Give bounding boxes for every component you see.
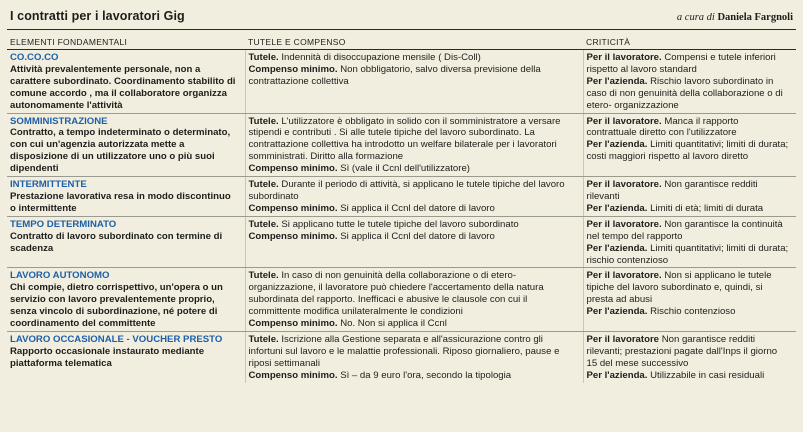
lavoratore-label: Per il lavoratore. bbox=[586, 218, 662, 230]
lavoratore-label: Per il lavoratore. bbox=[586, 115, 662, 127]
azienda-value: Utilizzabile in casi residuali bbox=[650, 369, 765, 381]
azienda-text bbox=[587, 203, 791, 215]
azienda-value: Limiti di età; limiti di durata bbox=[650, 202, 764, 214]
cell-tutele bbox=[245, 177, 583, 217]
lavoratore-value: Compensi e tutele inferiori rispetto al lavoro standard bbox=[586, 52, 776, 75]
contract-type-description: Chi compie, dietro corrispettivo, un'opera o un servizio con lavoro prevalentemente proprio, senza vincolo di subordinazione, né potere di coordinamento del committente bbox=[10, 282, 223, 330]
compenso-value: Si applica il Ccnl del datore di lavoro bbox=[340, 230, 495, 242]
cell-elementi bbox=[7, 268, 245, 332]
contract-type-title: LAVORO OCCASIONALE - VOUCHER PRESTO bbox=[10, 333, 223, 345]
contract-type-description: Attività prevalentemente personale, non a carattere subordinato. Coordinamento stabilito di comune accordo , ma il collaboratore organizza autonomamente l'attività bbox=[10, 63, 236, 111]
lavoratore-value: Non garantisce redditi rilevanti bbox=[586, 179, 758, 202]
azienda-label: Per l'azienda. bbox=[586, 139, 648, 151]
contract-type-title: LAVORO AUTONOMO bbox=[10, 270, 110, 282]
compenso-text bbox=[249, 231, 577, 243]
tutele-label: Tutele. bbox=[248, 218, 279, 230]
compenso-text bbox=[249, 163, 577, 175]
credit bbox=[677, 12, 793, 23]
table-body bbox=[7, 50, 796, 383]
cell-elementi bbox=[7, 177, 245, 217]
azienda-text bbox=[587, 76, 791, 112]
tutele-value: Si applicano tutte le tutele tipiche del lavoro subordinato bbox=[281, 218, 519, 230]
compenso-text bbox=[249, 318, 577, 330]
lavoratore-label: Per il lavoratore. bbox=[586, 179, 662, 191]
compenso-value: Si applica il Ccnl del datore di lavoro bbox=[340, 202, 495, 214]
lavoratore-value: Non si applicano le tutele tipiche del lavoro subordinato e, quindi, si presta ad abusi bbox=[586, 270, 772, 306]
azienda-label: Per l'azienda. bbox=[586, 75, 648, 87]
table-row bbox=[7, 50, 796, 114]
compenso-text bbox=[249, 64, 577, 88]
cell-criticita bbox=[583, 177, 796, 217]
lavoratore-label: Per il lavoratore. bbox=[586, 270, 662, 282]
cell-criticita bbox=[583, 50, 796, 114]
table-row bbox=[7, 268, 796, 332]
contract-type-description: Contratto di lavoro subordinato con termine di scadenza bbox=[10, 230, 223, 254]
compenso-text bbox=[249, 370, 577, 382]
compenso-text bbox=[249, 203, 577, 215]
azienda-text bbox=[587, 139, 791, 163]
tutele-label: Tutele. bbox=[248, 52, 279, 63]
tutele-text bbox=[249, 116, 577, 164]
compenso-label: Compenso minimo. bbox=[248, 163, 338, 175]
cell-criticita bbox=[583, 216, 796, 268]
column-header-tutele: TUTELE E COMPENSO bbox=[245, 30, 583, 50]
lavoratore-text bbox=[587, 270, 791, 306]
table-row bbox=[7, 177, 796, 217]
lavoratore-text bbox=[587, 52, 791, 76]
header bbox=[7, 0, 796, 30]
azienda-label: Per l'azienda. bbox=[586, 242, 648, 254]
column-header-criticita: CRITICITÀ bbox=[583, 30, 796, 50]
lavoratore-text bbox=[587, 219, 791, 243]
cell-elementi bbox=[7, 216, 245, 268]
azienda-label: Per l'azienda. bbox=[586, 369, 648, 381]
page-title: I contratti per i lavoratori Gig bbox=[10, 9, 185, 23]
tutele-value: In caso di non genuinità della collaborazione o di etero-organizzazione, il lavoratore può chiedere l'accertamento della natura subordinata del rapporto. Inefficaci e abusive le clausole con cui il committente modifica unilateralmente le condizioni bbox=[248, 270, 544, 318]
tutele-value: Iscrizione alla Gestione separata e all'assicurazione contro gli infortuni sul lavoro e le malattie professionali. Riposo giornaliero, pause e riposi settimanali bbox=[248, 333, 560, 369]
cell-tutele bbox=[245, 268, 583, 332]
tutele-text bbox=[249, 179, 577, 203]
cell-tutele bbox=[245, 216, 583, 268]
contract-type-description: Contratto, a tempo indeterminato o determinato, con cui un'agenzia autorizzata mette a disposizione di un utilizzatore uno o più suoi dipendenti bbox=[10, 127, 231, 175]
cell-elementi bbox=[7, 50, 245, 114]
lavoratore-text bbox=[587, 179, 791, 203]
cell-criticita bbox=[583, 113, 796, 177]
compenso-label: Compenso minimo. bbox=[248, 369, 338, 381]
compenso-value: Sì – da 9 euro l'ora, secondo la tipologia bbox=[340, 369, 512, 381]
compenso-value: No. Non si applica il Ccnl bbox=[340, 318, 447, 330]
compenso-value: Sì (vale il Ccnl dell'utilizzatore) bbox=[340, 163, 470, 175]
compenso-label: Compenso minimo. bbox=[248, 318, 338, 330]
contract-type-description: Prestazione lavorativa resa in modo discontinuo o intermittente bbox=[10, 190, 231, 214]
tutele-label: Tutele. bbox=[248, 115, 279, 127]
cell-elementi bbox=[7, 331, 245, 382]
azienda-value: Limiti quantitativi; limiti di durata; costi maggiori rispetto al lavoro diretto bbox=[586, 139, 789, 163]
table-header-row bbox=[7, 30, 796, 50]
cell-tutele bbox=[245, 331, 583, 382]
azienda-text bbox=[587, 306, 791, 318]
lavoratore-value: Manca il rapporto contrattuale diretto con l'utilizzatore bbox=[586, 115, 739, 139]
tutele-value: Indennità di disoccupazione mensile ( Dis-Coll) bbox=[281, 52, 481, 63]
tutele-label: Tutele. bbox=[248, 179, 279, 191]
compenso-value: Non obbligatorio, salvo diversa previsione della contrattazione collettiva bbox=[248, 63, 541, 87]
azienda-text bbox=[587, 243, 791, 267]
tutele-label: Tutele. bbox=[248, 333, 279, 345]
tutele-text bbox=[249, 219, 577, 231]
table-row bbox=[7, 331, 796, 382]
lavoratore-value: Non garantisce redditi rilevanti; prestazioni pagate dall'Inps il giorno 15 del mese successivo bbox=[586, 333, 778, 369]
tutele-text bbox=[249, 334, 577, 370]
tutele-value: L'utilizzatore è obbligato in solido con il somministratore a versare stipendi e contributi . Si alle tutele tipiche del lavoro subordinato. La contrattazione collettiva ha introdotto un welfare bilaterale per i lavoratori somministrati. Diritto alla formazione bbox=[248, 115, 561, 163]
contract-type-title: TEMPO DETERMINATO bbox=[10, 218, 117, 230]
tutele-text bbox=[249, 270, 577, 318]
azienda-value: Rischio contenzioso bbox=[650, 306, 736, 318]
azienda-label: Per l'azienda. bbox=[586, 202, 648, 214]
lavoratore-label: Per il lavoratore. bbox=[586, 52, 662, 63]
contracts-table bbox=[7, 30, 796, 383]
contract-type-description: Rapporto occasionale instaurato mediante piattaforma telematica bbox=[10, 345, 205, 369]
tutele-label: Tutele. bbox=[248, 270, 279, 282]
credit-prefix: a cura di bbox=[676, 12, 715, 23]
cell-criticita bbox=[583, 331, 796, 382]
azienda-value: Rischio lavoro subordinato in caso di non genuinità della collaborazione o di etero- organizzazione bbox=[586, 75, 783, 111]
column-header-elementi: ELEMENTI FONDAMENTALI bbox=[7, 30, 245, 50]
compenso-label: Compenso minimo. bbox=[248, 63, 338, 75]
azienda-label: Per l'azienda. bbox=[586, 306, 648, 318]
lavoratore-label: Per il lavoratore bbox=[586, 333, 660, 345]
tutele-value: Durante il periodo di attività, si applicano le tutele tipiche del lavoro subordinato bbox=[248, 179, 565, 202]
tutele-text bbox=[249, 52, 577, 64]
cell-tutele bbox=[245, 50, 583, 114]
credit-author: Daniela Fargnoli bbox=[717, 12, 793, 23]
compenso-label: Compenso minimo. bbox=[248, 230, 338, 242]
table-row bbox=[7, 113, 796, 177]
lavoratore-value: Non garantisce la continuità nel tempo del rapporto bbox=[586, 218, 783, 242]
compenso-label: Compenso minimo. bbox=[248, 202, 338, 214]
cell-tutele bbox=[245, 113, 583, 177]
azienda-text bbox=[587, 370, 791, 382]
lavoratore-text bbox=[587, 116, 791, 140]
table-row bbox=[7, 216, 796, 268]
azienda-value: Limiti quantitativi; limiti di durata; rischio contenzioso bbox=[586, 242, 789, 266]
cell-elementi bbox=[7, 113, 245, 177]
contract-type-title: SOMMINISTRAZIONE bbox=[10, 115, 108, 127]
lavoratore-text bbox=[587, 334, 791, 370]
contract-type-title: CO.CO.CO bbox=[10, 52, 59, 63]
contract-type-title: INTERMITTENTE bbox=[10, 179, 87, 191]
cell-criticita bbox=[583, 268, 796, 332]
